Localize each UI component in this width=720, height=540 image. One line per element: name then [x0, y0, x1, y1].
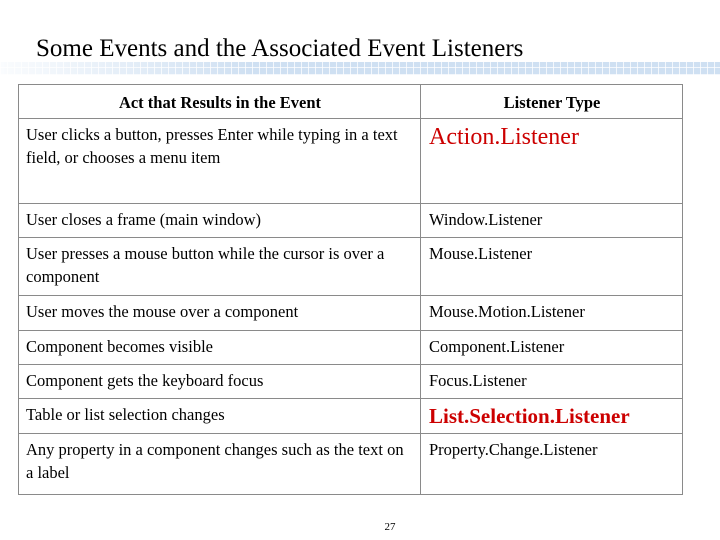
header-listener-type: Listener Type	[421, 85, 683, 119]
event-cell: User presses a mouse button while the cursor is over a component	[19, 238, 421, 296]
listener-cell: Window.Listener	[421, 204, 683, 238]
event-cell: Table or list selection changes	[19, 399, 421, 434]
event-cell: User closes a frame (main window)	[19, 204, 421, 238]
table-row	[19, 434, 683, 495]
event-cell: Any property in a component changes such as the text on a label	[19, 434, 421, 495]
listener-cell: Mouse.Motion.Listener	[421, 296, 683, 331]
listener-cell: Property.Change.Listener	[421, 434, 683, 495]
listener-cell: Component.Listener	[421, 331, 683, 365]
table-row	[19, 399, 683, 434]
table-row	[19, 119, 683, 204]
title-underline-fade	[0, 62, 720, 75]
table-row	[19, 238, 683, 296]
event-cell: User clicks a button, presses Enter while typing in a text field, or chooses a menu item	[19, 119, 421, 204]
table-row	[19, 331, 683, 365]
listener-cell: Mouse.Listener	[421, 238, 683, 296]
header-event: Act that Results in the Event	[19, 85, 421, 119]
listener-cell	[421, 119, 683, 204]
table-row	[19, 296, 683, 331]
event-cell: Component gets the keyboard focus	[19, 365, 421, 399]
table-row	[19, 204, 683, 238]
event-cell: User moves the mouse over a component	[19, 296, 421, 331]
slide-title: Some Events and the Associated Event Listeners	[36, 35, 524, 62]
page-number: 27	[384, 521, 396, 533]
table-row	[19, 365, 683, 399]
listener-cell: Focus.Listener	[421, 365, 683, 399]
event-cell: Component becomes visible	[19, 331, 421, 365]
listener-cell	[421, 399, 683, 434]
table-header-row	[19, 85, 683, 119]
listener-highlight: Action.Listener	[429, 124, 579, 150]
events-listener-table	[18, 84, 683, 495]
listener-highlight: List.Selection.Listener	[429, 404, 630, 428]
